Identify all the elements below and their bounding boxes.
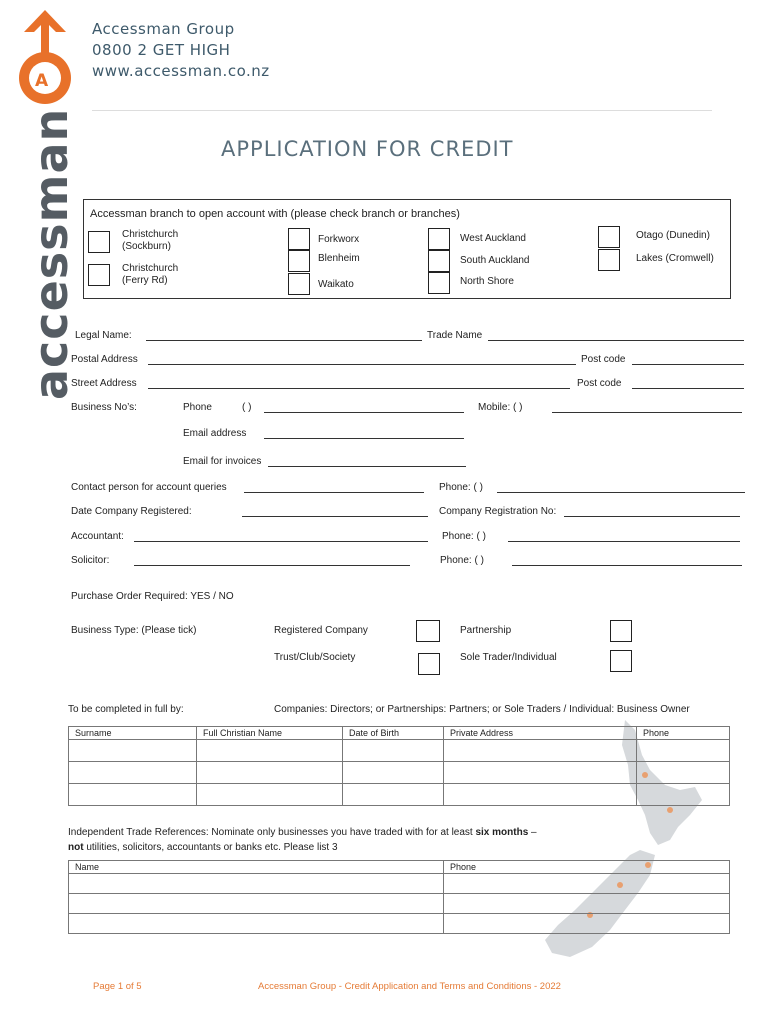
checkbox-otago-dunedin[interactable] [598, 226, 620, 248]
solicitor-phone-field[interactable] [512, 565, 742, 566]
email-invoices-field[interactable] [268, 466, 466, 467]
references-bold-2: not [68, 842, 84, 853]
street-post-code-label: Post code [577, 378, 622, 389]
street-address-field[interactable] [148, 388, 570, 389]
street-post-code-field[interactable] [632, 388, 744, 389]
email-address-label: Email address [183, 428, 247, 439]
footer-doc-title: Accessman Group - Credit Application and Terms and Conditions - 2022 [258, 981, 561, 992]
accountant-field[interactable] [134, 541, 428, 542]
contact-person-field[interactable] [244, 492, 424, 493]
directors-intro: To be completed in full by: [68, 704, 184, 715]
col-dob: Date of Birth [343, 727, 444, 740]
branch-west-auckland: West Auckland [460, 233, 526, 244]
trade-name-label: Trade Name [427, 330, 483, 341]
checkbox-sole-trader[interactable] [610, 650, 632, 672]
company-name: Accessman Group [92, 20, 235, 38]
directors-who: Companies: Directors; or Partnerships: Partners; or Sole Traders / Individual: Business Owner [274, 704, 690, 715]
street-address-label: Street Address [71, 378, 137, 389]
branch-blenheim: Blenheim [318, 253, 360, 264]
col-ref-name: Name [69, 861, 444, 874]
logo-wordmark: accessman [24, 107, 78, 400]
table-header-row [69, 727, 730, 740]
branch-lakes-cromwell: Lakes (Cromwell) [636, 253, 714, 264]
table-row[interactable] [69, 894, 730, 914]
table-row[interactable] [69, 874, 730, 894]
postal-post-code-label: Post code [581, 354, 626, 365]
checkbox-south-auckland[interactable] [428, 250, 450, 272]
checkbox-trust[interactable] [418, 653, 440, 675]
checkbox-christchurch-sockburn[interactable] [88, 231, 110, 253]
legal-name-label: Legal Name: [75, 330, 132, 341]
logo-arrow-icon [14, 8, 76, 108]
references-table [68, 860, 730, 934]
branch-christchurch-sockburn: Christchurch (Sockburn) [122, 229, 179, 252]
table-row[interactable] [69, 762, 730, 784]
directors-table [68, 726, 730, 806]
col-phone: Phone [637, 727, 730, 740]
business-type-label: Business Type: (Please tick) [71, 625, 197, 636]
checkbox-christchurch-ferry-rd[interactable] [88, 264, 110, 286]
postal-address-field[interactable] [148, 364, 576, 365]
checkbox-forkworx[interactable] [288, 228, 310, 250]
table-row[interactable] [69, 914, 730, 934]
footer-page: Page 1 of 5 [93, 981, 142, 992]
branch-waikato: Waikato [318, 279, 354, 290]
sole-trader-label: Sole Trader/Individual [460, 652, 557, 663]
trust-label: Trust/Club/Society [274, 652, 356, 663]
solicitor-phone-label: Phone: ( ) [440, 555, 484, 566]
accountant-phone-field[interactable] [508, 541, 740, 542]
business-phone-field[interactable] [264, 412, 464, 413]
page-title: APPLICATION FOR CREDIT [221, 137, 514, 161]
references-text-3: utilities, solicitors, accountants or banks etc. Please list 3 [83, 842, 338, 853]
company-reg-no-field[interactable] [564, 516, 740, 517]
checkbox-north-shore[interactable] [428, 272, 450, 294]
checkbox-lakes-cromwell[interactable] [598, 249, 620, 271]
branch-forkworx: Forkworx [318, 234, 360, 245]
references-bold-1: six months [475, 827, 529, 838]
email-address-field[interactable] [264, 438, 464, 439]
phone-area-code: ( ) [242, 402, 252, 413]
date-registered-field[interactable] [242, 516, 428, 517]
solicitor-field[interactable] [134, 565, 410, 566]
mobile-field[interactable] [552, 412, 742, 413]
branch-christchurch-ferry-rd: Christchurch (Ferry Rd) [122, 263, 179, 286]
branch-north-shore: North Shore [460, 276, 514, 287]
col-surname: Surname [69, 727, 197, 740]
mobile-label: Mobile: ( ) [478, 402, 523, 413]
business-nos-label: Business No’s: [71, 402, 137, 413]
email-invoices-label: Email for invoices [183, 456, 262, 467]
date-registered-label: Date Company Registered: [71, 506, 192, 517]
legal-name-field[interactable] [146, 340, 422, 341]
col-full-name: Full Christian Name [197, 727, 343, 740]
header-divider [92, 110, 712, 111]
accountant-label: Accountant: [71, 531, 124, 542]
postal-post-code-field[interactable] [632, 364, 744, 365]
solicitor-label: Solicitor: [71, 555, 110, 566]
purchase-order-label: Purchase Order Required: YES / NO [71, 591, 234, 602]
accountant-phone-label: Phone: ( ) [442, 531, 486, 542]
branch-heading: Accessman branch to open account with (please check branch or branches) [90, 208, 460, 220]
checkbox-blenheim[interactable] [288, 250, 310, 272]
checkbox-partnership[interactable] [610, 620, 632, 642]
partnership-label: Partnership [460, 625, 512, 636]
contact-person-label: Contact person for account queries [71, 482, 227, 493]
logo-letter: A [35, 71, 49, 91]
trade-name-field[interactable] [488, 340, 744, 341]
table-header-row [69, 861, 730, 874]
contact-phone-field[interactable] [497, 492, 745, 493]
checkbox-registered-company[interactable] [416, 620, 440, 642]
branch-otago-dunedin: Otago (Dunedin) [636, 230, 710, 241]
checkbox-west-auckland[interactable] [428, 228, 450, 250]
checkbox-waikato[interactable] [288, 273, 310, 295]
phone-label: Phone [183, 402, 212, 413]
company-reg-no-label: Company Registration No: [439, 506, 557, 517]
col-private-address: Private Address [444, 727, 637, 740]
logo [10, 8, 80, 398]
references-text-1: Independent Trade References: Nominate only businesses you have traded with for at least [68, 827, 476, 838]
postal-address-label: Postal Address [71, 354, 138, 365]
contact-phone-label: Phone: ( ) [439, 482, 483, 493]
branch-south-auckland: South Auckland [460, 255, 530, 266]
branch-selection-box [83, 199, 731, 299]
table-row[interactable] [69, 740, 730, 762]
company-website: www.accessman.co.nz [92, 62, 270, 80]
company-phone: 0800 2 GET HIGH [92, 41, 231, 59]
col-ref-phone: Phone [444, 861, 730, 874]
references-intro [68, 825, 588, 855]
table-row[interactable] [69, 784, 730, 806]
references-text-2: – [528, 827, 537, 838]
registered-company-label: Registered Company [274, 625, 368, 636]
